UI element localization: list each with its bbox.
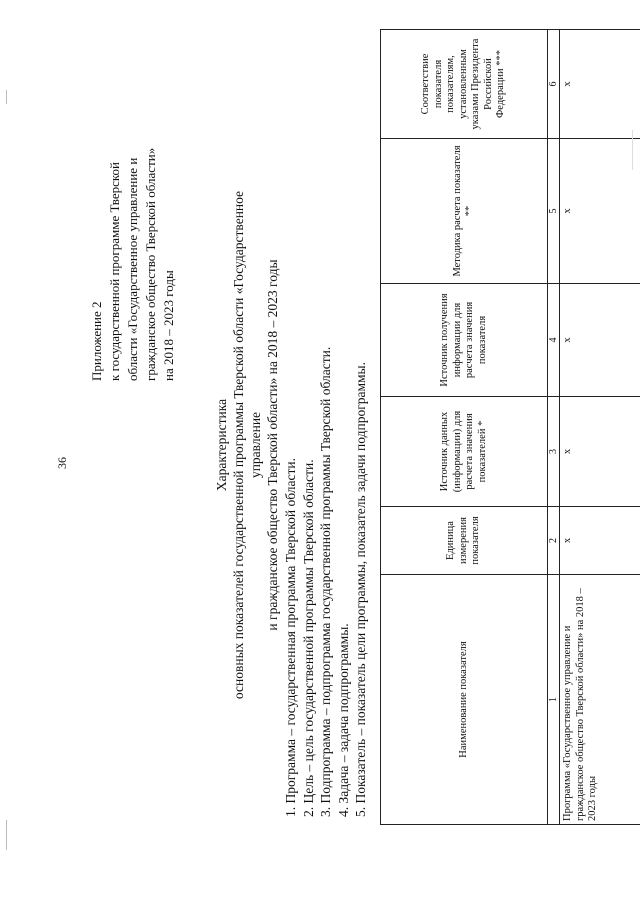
appendix-line: к государственной программе Тверской	[107, 161, 122, 381]
scan-artifact	[6, 90, 7, 104]
cell-compliance: х	[560, 30, 640, 139]
column-number: 3	[548, 397, 560, 507]
cell-source-data: х	[560, 397, 640, 507]
list-item: 3. Подпрограмма – подпрограмма государственной программы Тверской области.	[318, 346, 333, 817]
cell-method: х	[560, 139, 640, 284]
header-cell: Соответствие показателя показателям, установленным указами Президента Российской Федерации ***	[381, 30, 548, 139]
appendix-line: гражданское общество Тверской области»	[143, 147, 158, 381]
definitions-list	[282, 217, 370, 817]
title-line: основных показателей государственной программы Тверской области «Государственное управление	[231, 190, 263, 700]
scan-artifact	[6, 820, 7, 850]
title-heading: Характеристика	[214, 398, 229, 492]
header-cell: Единица измерения показателя	[381, 507, 548, 575]
scan-artifact	[632, 130, 633, 170]
list-item: 2. Цель – цель государственной программы Тверской области.	[300, 459, 316, 817]
list-item: 1. Программа – государственная программа Тверской области.	[283, 457, 298, 817]
appendix-line: на 2018 – 2023 годы	[161, 270, 176, 381]
cell-name: Программа «Государственное управление и гражданское общество Тверской области» на 2018 – 2023 годы	[560, 575, 640, 825]
list-item: 4. Задача – задача подпрограммы.	[335, 623, 351, 817]
appendix-line: Приложение 2	[89, 301, 104, 381]
column-number-row	[548, 30, 560, 825]
appendix-note	[88, 36, 178, 381]
page-number: 36	[55, 457, 69, 469]
column-number: 6	[548, 30, 560, 139]
cell-source-info: х	[560, 284, 640, 397]
table-header-row	[381, 30, 548, 825]
table-row	[560, 30, 640, 825]
list-item: 5. Показатель – показатель цели программы, показатель задачи подпрограммы.	[353, 361, 368, 817]
indicators-table	[380, 29, 640, 825]
cell-unit: х	[560, 507, 640, 575]
header-cell: Источник получения информации для расчета значения показателя	[381, 284, 548, 397]
header-cell: Наименование показателя	[381, 575, 548, 825]
column-number: 1	[548, 575, 560, 825]
column-number: 4	[548, 284, 560, 397]
appendix-line: области «Государственное управление и	[125, 157, 140, 381]
header-cell: Источник данных (информации) для расчета значения показателей *	[381, 397, 548, 507]
header-cell: Методика расчета показателя **	[381, 139, 548, 284]
document-title	[213, 165, 281, 725]
column-number: 5	[548, 139, 560, 284]
title-line: и гражданское общество Тверской области» на 2018 – 2023 годы	[265, 259, 280, 631]
column-number: 2	[548, 507, 560, 575]
